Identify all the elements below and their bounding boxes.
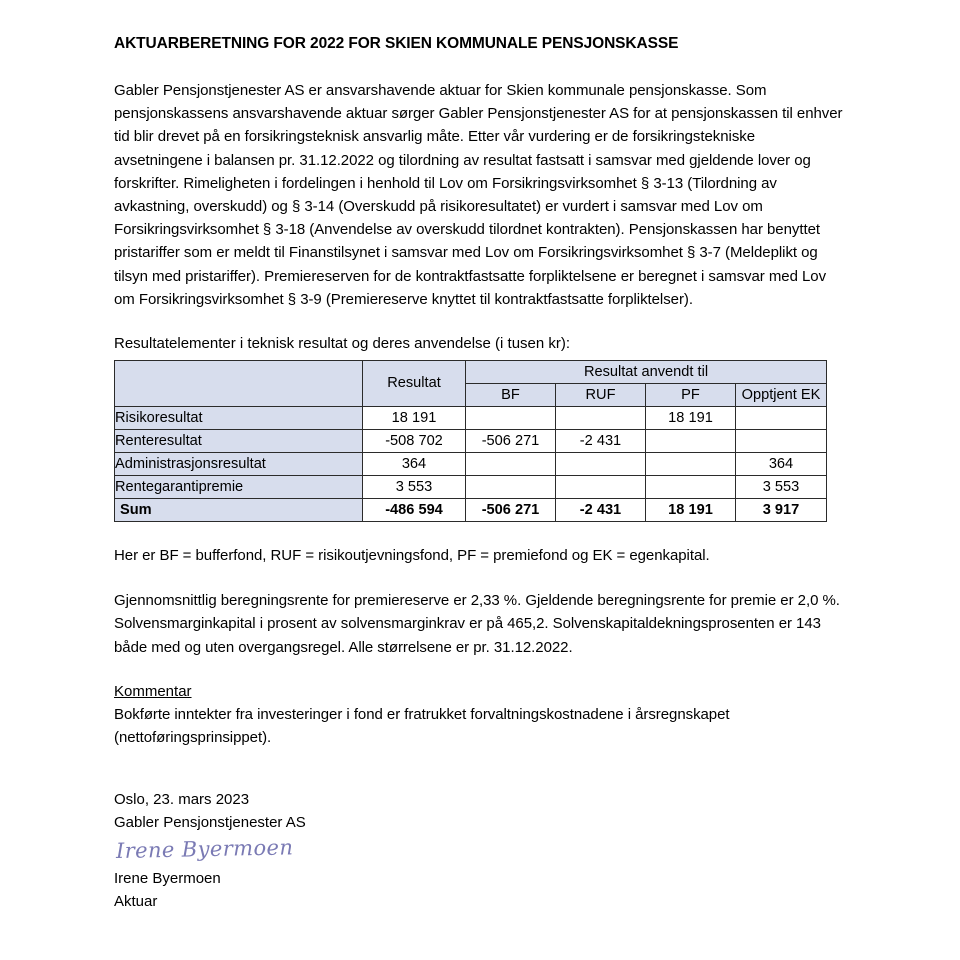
cell-resultat: 18 191 [363,407,466,430]
cell-resultat: 364 [363,453,466,476]
table-row [115,476,827,499]
signature-place-date: Oslo, 23. mars 2023 [114,791,250,809]
spacer [114,659,855,681]
spacer [114,311,855,333]
cell-ek: 364 [736,453,827,476]
cell-pf [646,453,736,476]
result-table [114,360,827,522]
table-row [115,407,827,430]
cell-ruf [556,407,646,430]
signature-role: Aktuar [114,892,158,910]
table-row [115,430,827,453]
table-caption: Resultatelementer i teknisk resultat og deres anvendelse (i tusen kr): [114,335,571,353]
table-header-row-group [115,361,827,384]
row-label: Rentegarantipremie [115,476,363,499]
table-head [115,361,827,407]
rates-paragraph: Gjennomsnittlig beregningsrente for premiereserve er 2,33 %. Gjeldende beregningsrente for premie er 2,0 %. Solvensmarginkapital i prosent av solvensmarginkrav er på 465,2. Solvenskapitaldekningsprosenten er 143 både med og uten overgangsregel. Alle størrelsene er pr. 31.12.2022. [114,592,840,656]
legend-paragraph: Her er BF = bufferfond, RUF = risikoutjevningsfond, PF = premiefond og EK = egenkapital. [114,547,710,565]
cell-pf [646,430,736,453]
cell-ek: 3 553 [736,476,827,499]
cell-pf: 18 191 [646,407,736,430]
sum-ek: 3 917 [736,499,827,522]
spacer [114,749,855,789]
signature-company: Gabler Pensjonstjenester AS [114,813,306,831]
table-header-ruf: RUF [556,384,646,407]
cell-ruf [556,453,646,476]
table-header-bf: BF [466,384,556,407]
row-label: Renteresultat [115,430,363,453]
table-header-pf: PF [646,384,736,407]
cell-ek [736,430,827,453]
cell-bf [466,453,556,476]
table-body [115,407,827,522]
handwritten-signature: Irene Byermoen [115,835,294,864]
table-header-blank [115,361,363,407]
cell-pf [646,476,736,499]
kommentar-paragraph: Bokførte inntekter fra investeringer i fond er fratrukket forvaltningskostnadene i årsregnskapet (nettoføringsprinsippet). [114,705,730,747]
cell-resultat: 3 553 [363,476,466,499]
row-label: Administrasjonsresultat [115,453,363,476]
cell-ek [736,407,827,430]
sum-label: Sum [115,499,363,522]
cell-resultat: -508 702 [363,430,466,453]
signature-block [114,789,855,913]
page-title: AKTUARBERETNING FOR 2022 FOR SKIEN KOMMUNALE PENSJONSKASSE [114,35,679,52]
cell-bf: -506 271 [466,430,556,453]
sum-resultat: -486 594 [363,499,466,522]
row-label: Risikoresultat [115,407,363,430]
cell-bf [466,407,556,430]
intro-paragraph: Gabler Pensjonstjenester AS er ansvarshavende aktuar for Skien kommunale pensjonskasse. Som pensjonskassens ansvarshavende aktuar sørger Gabler Pensjonstjenester AS for at pensjonskassen til enhver tid blir drevet på en forsikringsteknisk ansvarlig måte. Etter vår vurdering er de forsikringstekniske avsetningene i balansen pr. 31.12.2022 og tilordning av resultat fastsatt i samsvar med gjeldende lover og forskrifter. Rimeligheten i fordelingen i henhold til Lov om Forsikringsvirksomhet § 3-13 (Tilordning av avkastning, overskudd) og § 3-14 (Overskudd på risikoresultatet) er vurdert i samsvar med Lov om Forsikringsvirksomhet § 3-18 (Anvendelse av overskudd tilordnet kontrakten). Pensjonskassen har benyttet pristariffer som er meldt til Finanstilsynet i samsvar med Lov om Forsikringsvirksomhet § 3-7 (Meldeplikt og tilsyn med pristariffer). Premiereserven for de kontraktfastsatte forpliktelsene er beregnet i samsvar med Lov om Forsikringsvirksomhet § 3-9 (Premiereserve knyttet til kontraktfastsatte forpliktelser). [114,82,843,308]
table-row [115,453,827,476]
cell-ruf [556,476,646,499]
spacer [114,522,855,544]
kommentar-heading: Kommentar [114,682,192,700]
signature-name: Irene Byermoen [114,870,221,888]
table-header-group: Resultat anvendt til [466,361,827,384]
sum-ruf: -2 431 [556,499,646,522]
sum-pf: 18 191 [646,499,736,522]
table-header-ek: Opptjent EK [736,384,827,407]
sum-bf: -506 271 [466,499,556,522]
cell-bf [466,476,556,499]
spacer [114,567,855,589]
cell-ruf: -2 431 [556,430,646,453]
table-header-resultat: Resultat [363,361,466,407]
table-sum-row [115,499,827,522]
